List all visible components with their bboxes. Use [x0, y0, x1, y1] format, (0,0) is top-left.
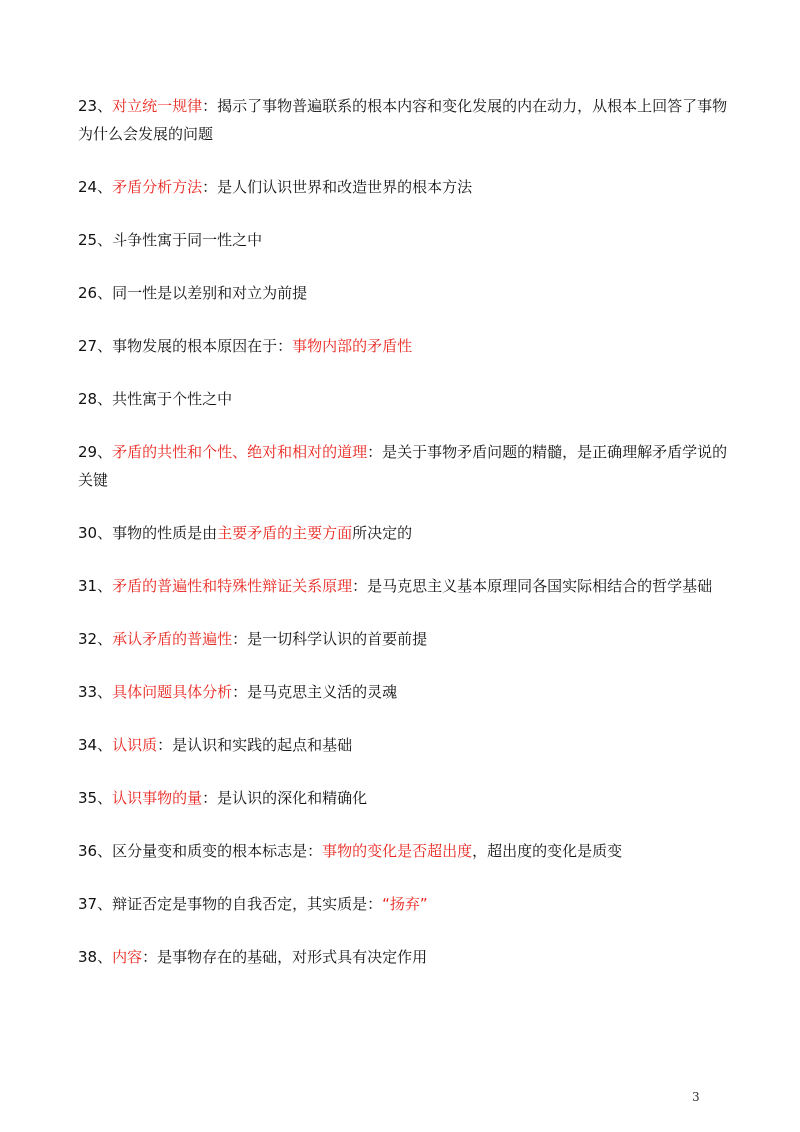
- list-item: [78, 279, 728, 307]
- item-text: 30、事物的性质是由: [78, 524, 218, 542]
- item-text: 24、: [78, 178, 113, 196]
- list-item: [78, 519, 728, 547]
- item-text: ：是人们认识世界和改造世界的根本方法: [202, 178, 473, 196]
- list-item: [78, 784, 728, 812]
- list-item: [78, 226, 728, 254]
- list-item: [78, 837, 728, 865]
- item-text: ：是事物存在的基础，对形式具有决定作用: [142, 948, 428, 966]
- item-text: ：是认识的深化和精确化: [202, 789, 368, 807]
- list-item: [78, 731, 728, 759]
- list-item: [78, 678, 728, 706]
- highlighted-term: 事物的变化是否超出度: [322, 842, 473, 860]
- item-text: 34、: [78, 736, 113, 754]
- item-text: 26、同一性是以差别和对立为前提: [78, 284, 308, 302]
- item-text: 所决定的: [352, 524, 413, 542]
- item-text: 29、: [78, 443, 113, 461]
- highlighted-term: 具体问题具体分析: [112, 683, 233, 701]
- list-item: [78, 92, 728, 148]
- list-item: [78, 173, 728, 201]
- item-text: 33、: [78, 683, 113, 701]
- list-item: [78, 890, 728, 918]
- list-item: [78, 332, 728, 360]
- item-text: ：是马克思主义活的灵魂: [232, 683, 398, 701]
- item-text: ：是马克思主义基本原理同各国实际相结合的哲学基础: [352, 577, 713, 595]
- highlighted-term: 对立统一规律: [112, 97, 203, 115]
- item-text: ：是关于事物矛盾问题的精髓，是正确理解矛盾学说的关键: [78, 443, 728, 489]
- item-text: ：是一切科学认识的首要前提: [232, 630, 428, 648]
- highlighted-term: 内容: [112, 948, 143, 966]
- item-text: ：是认识和实践的起点和基础: [157, 736, 353, 754]
- highlighted-term: 矛盾的共性和个性、绝对和相对的道理: [112, 443, 368, 461]
- principle-list: [78, 92, 728, 996]
- highlighted-term: “扬弃”: [382, 895, 428, 913]
- list-item: [78, 438, 728, 494]
- highlighted-term: 承认矛盾的普遍性: [112, 630, 233, 648]
- item-text: 31、: [78, 577, 113, 595]
- highlighted-term: 认识事物的量: [112, 789, 203, 807]
- highlighted-term: 认识质: [112, 736, 158, 754]
- item-text: 23、: [78, 97, 113, 115]
- item-text: 36、区分量变和质变的根本标志是：: [78, 842, 323, 860]
- list-item: [78, 572, 728, 600]
- highlighted-term: 矛盾分析方法: [112, 178, 203, 196]
- list-item: [78, 943, 728, 971]
- list-item: [78, 625, 728, 653]
- highlighted-term: 矛盾的普遍性和特殊性辩证关系原理: [112, 577, 353, 595]
- item-text: ：揭示了事物普遍联系的根本内容和变化发展的内在动力，从根本上回答了事物为什么会发展的问题: [78, 97, 728, 143]
- highlighted-term: 事物内部的矛盾性: [292, 337, 413, 355]
- item-text: ，超出度的变化是质变: [472, 842, 623, 860]
- item-text: 25、斗争性寓于同一性之中: [78, 231, 263, 249]
- highlighted-term: 主要矛盾的主要方面: [217, 524, 353, 542]
- item-text: 32、: [78, 630, 113, 648]
- item-text: 28、共性寓于个性之中: [78, 390, 233, 408]
- item-text: 38、: [78, 948, 113, 966]
- item-text: 27、事物发展的根本原因在于：: [78, 337, 293, 355]
- item-text: 35、: [78, 789, 113, 807]
- page-number: 3: [692, 1090, 700, 1104]
- item-text: 37、辩证否定是事物的自我否定，其实质是：: [78, 895, 383, 913]
- list-item: [78, 385, 728, 413]
